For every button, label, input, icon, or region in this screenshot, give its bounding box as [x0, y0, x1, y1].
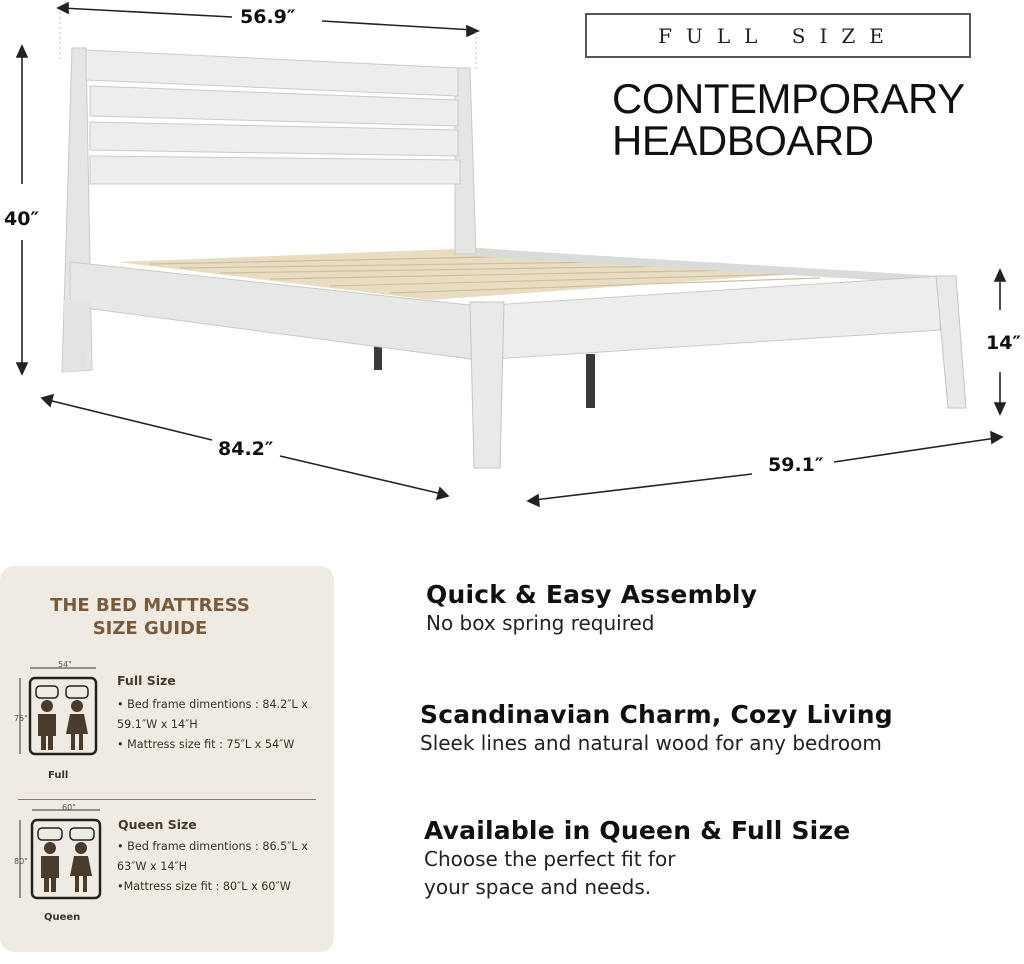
front-leg: [470, 302, 504, 468]
queen-size-details: [117, 837, 329, 897]
frame-length-label: 84.2″: [218, 438, 274, 460]
full-length-mark: 75": [14, 714, 28, 723]
queen-detail-line: •Mattress size fit : 80″L x 60″W: [117, 880, 291, 893]
full-size-details: [117, 695, 329, 755]
feature-block: [424, 816, 1014, 901]
queen-mattress-icon: [14, 804, 106, 908]
headboard-slats: [86, 50, 460, 184]
queen-caption: Queen: [44, 912, 81, 923]
headboard-leg: [64, 300, 90, 372]
feature-block: [426, 580, 1016, 637]
feature-block: [420, 700, 1020, 757]
feature-subtitle: No box spring required: [426, 611, 655, 635]
full-width-mark: 54": [58, 660, 72, 669]
feature-title: Available in Queen & Full Size: [424, 816, 851, 845]
guide-divider: [18, 799, 316, 800]
headboard-height-label: 40″: [4, 208, 39, 230]
full-detail-line: • Mattress size fit : 75″L x 54″W: [117, 738, 295, 751]
feature-subtitle: your space and needs.: [424, 875, 652, 899]
headline: [612, 75, 1012, 164]
full-size-heading: Full Size: [117, 673, 176, 688]
full-caption: Full: [48, 770, 69, 781]
size-badge: FULL SIZE: [585, 13, 971, 58]
queen-detail-line: • Bed frame dimentions : 86.5″L x: [117, 840, 308, 853]
headline-line-1: CONTEMPORARY: [612, 75, 965, 122]
frame-width-label: 59.1″: [768, 454, 824, 476]
queen-width-mark: 60": [62, 803, 76, 812]
size-guide-title: [0, 594, 300, 640]
feature-title: Scandinavian Charm, Cozy Living: [420, 700, 893, 729]
center-support-leg: [586, 354, 595, 408]
frame-height-label: 14″: [986, 332, 1021, 354]
headboard-width-label: 56.9″: [240, 6, 296, 28]
feature-title: Quick & Easy Assembly: [426, 580, 758, 609]
front-leg: [936, 276, 966, 408]
queen-size-heading: Queen Size: [118, 817, 197, 832]
full-detail-line: 59.1″W x 14″H: [117, 718, 198, 731]
center-support-leg: [374, 346, 382, 370]
feature-subtitle: Sleek lines and natural wood for any bedroom: [420, 731, 882, 755]
size-guide-title-line-2: SIZE GUIDE: [92, 618, 208, 639]
size-guide-title-line-1: THE BED MATTRESS: [50, 595, 250, 616]
headline-line-2: HEADBOARD: [612, 117, 874, 164]
queen-length-mark: 80": [14, 857, 28, 866]
full-detail-line: • Bed frame dimentions : 84.2″L x: [117, 698, 308, 711]
feature-subtitle: Choose the perfect fit for: [424, 847, 676, 871]
queen-detail-line: 63″W x 14″H: [117, 860, 188, 873]
